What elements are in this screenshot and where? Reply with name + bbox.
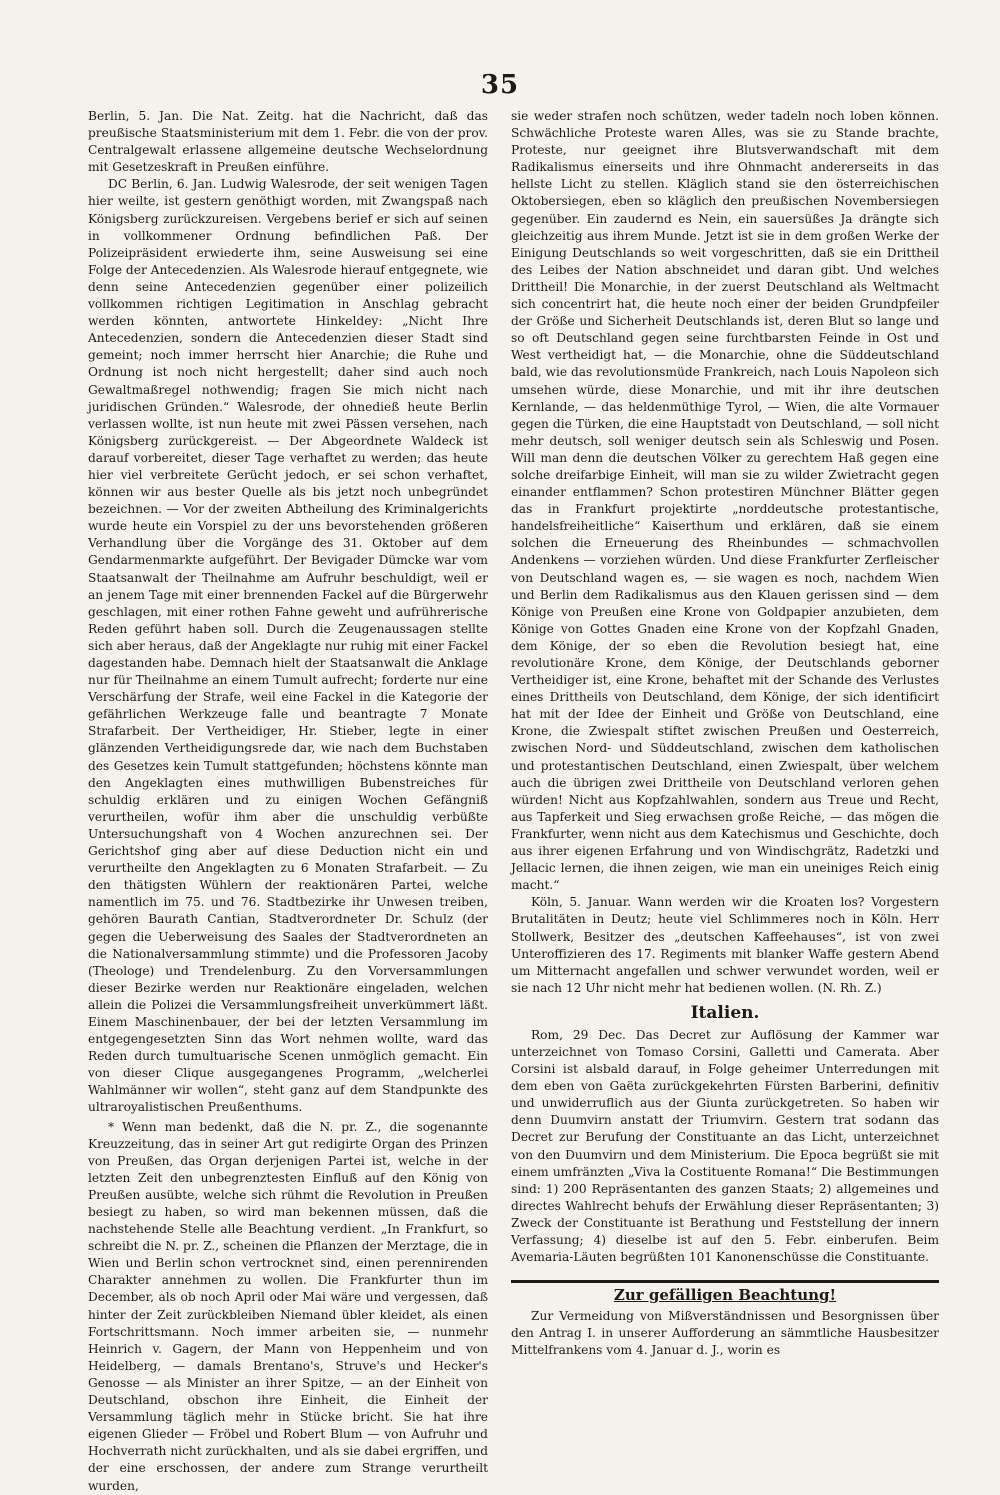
article-berlin-5: Berlin, 5. Jan. Die Nat. Zeitg. hat die Nachricht, daß das preußische Staatsministerium mit dem 1. Febr. die von der prov. Centralgewalt erlassene allgemeine deutsche Wechselordnung mit Gesetzeskraft in Preußen einführe.	[88, 109, 488, 175]
section-title-italien: Italien.	[690, 1002, 760, 1023]
article-kreuzzeitung: * Wenn man bedenkt, daß die N. pr. Z., die sogenannte Kreuzzeitung, das in seiner Art gut redigirte Organ des Prinzen von Preußen, das Organ derjenigen Partei ist, welche in der letzten Zeit den unbegrenztesten Einfluß auf den König von Preußen ausübte, welche sich rühmt die Revolution in Preußen besiegt zu haben, so wird man bekennen müssen, daß die nachstehende Stelle alle Beachtung verdient. „In Frankfurt, so schreibt die N. pr. Z., scheinen die Pflanzen der Merztage, die in Wien und Berlin schon vertrocknet sind, einen perennirenden Charakter annehmen zu wollen. Die Frankfurter thun im December, als ob noch April oder Mai wäre und vergessen, daß hinter der Zeit zurückbleiben Niemand übler kleidet, als einen Fortschrittsmann. Noch immer arbeiten sie, — nunmehr Heinrich v. Gagern, der Mann von Heppenheim und von Heidelberg, — damals Brentano's, Struve's und Hecker's Genosse — als Minister an ihrer Spitze, — an der Einheit von Deutschland, obschon ihre Einheit, die Einheit der Versammlung täglich mehr in Stücke bricht. Sie hat ihre eigenen Glieder — Fröbel und Robert Blum — von Aufruhr und Hochverrath nicht zurückhalten, und als sie dabei ergriffen, und der eine erschossen, der andere zum Strange verurtheilt wurden,	[88, 1119, 488, 1493]
article-rom: Rom, 29 Dec. Das Decret zur Auflösung der Kammer war unterzeichnet von Tomaso Corsini, Galletti und Camerata. Aber Corsini ist alsbald darauf, in Folge geheimer Unterredungen mit dem eben von Gaëta zurückgekehrten Fürsten Barberini, definitiv und unwiderruflich aus der Giunta zurückgetreten. So haben wir denn Duumvirn anstatt der Triumvirn. Gestern trat sodann das Decret zur Berufung der Constituante an das Licht, unterzeichnet von den Duumvirn und dem Ministerium. Die Epoca begrüßt sie mit einem umfränzten „Viva la Costituente Romana!“ Die Bestimmungen sind: 1) 200 Repräsentanten des ganzen Staats; 2) allgemeines und directes Wahlrecht behufs der Erwählung dieser Repräsentanten; 3) Zweck der Constituante ist Berathung und Feststellung der innern Verfassung; 4) dieselbe ist auf den 5. Febr. einberufen. Beim Avemaria-Läuten begrüßten 101 Kanonenschüsse die Constituante.	[511, 1027, 939, 1265]
right-column	[511, 108, 939, 1360]
notice-body: Zur Vermeidung von Mißverständnissen und Besorgnissen über den Antrag I. in unserer Aufforderung an sämmtliche Hausbesitzer Mittelfrankens vom 4. Januar d. J., worin es	[511, 1309, 939, 1358]
article-berlin-6: DC Berlin, 6. Jan. Ludwig Walesrode, der seit wenigen Tagen hier weilte, ist gestern genöthigt worden, mit Zwangspaß nach Königsberg zurückzureisen. Vergebens berief er sich auf seinen in vollkommener Ordnung befindlichen Paß. Der Polizeipräsident erwiederte ihm, seine Ausweisung sei eine Folge der Antecedenzien. Als Walesrode hierauf entgegnete, wie denn seine Antecedenzien gegenüber einer polizeilich vollkommen richtigen Legitimation in Anschlag gebracht werden könnten, antwortete Hinkeldey: „Nicht Ihre Antecedenzien, sondern die Antecedenzien dieser Stadt sind gemeint; noch immer herrscht hier Anarchie; die Ruhe und Ordnung ist noch nicht hergestellt; daher sind auch noch Gewaltmaßregel nothwendig; fragen Sie mich nicht nach juridischen Gründen.“ Walesrode, der ohnedieß heute Berlin verlassen wollte, ist nun heute mit zwei Pässen versehen, nach Königsberg zurückgereist. — Der Abgeordnete Waldeck ist darauf vorbereitet, dieser Tage verhaftet zu werden; das heute hier viel verbreitete Gerücht jedoch, er sei schon verhaftet, können wir aus bester Quelle als bis jetzt noch unbegründet bezeichnen. — Vor der zweiten Abtheilung des Kriminalgerichts wurde heute ein Vorspiel zu der uns bevorstehenden größeren Verhandlung über die Vorgänge des 31. Oktober auf dem Gendarmenmarkte aufgeführt. Der Bevigader Dümcke war vom Staatsanwalt der Theilnahme am Aufruhr beschuldigt, weil er an jenem Tage mit einer brennenden Fackel auf die Bürgerwehr geschlagen, mit einer rothen Fahne geweht und aufrührerische Reden geführt haben soll. Durch die Zeugenaussagen stellte sich aber heraus, daß der Angeklagte nur ruhig mit einer Fackel dagestanden habe. Demnach hielt der Staatsanwalt die Anklage nur für Theilnahme an einem Tumult aufrecht; forderte nur eine Verschärfung der Strafe, weil eine Fackel in die Kategorie der gefährlichen Werkzeuge falle und beantragte 7 Monate Strafarbeit. Der Vertheidiger, Hr. Stieber, legte in einer glänzenden Vertheidigungsrede dar, wie nach dem Buchstaben des Gesetzes kein Tumult stattgefunden; höchstens könnte man den Angeklagten eines muthwilligen Bubenstreiches für schuldig erklären und zu einigen Wochen Gefängniß verurtheilen, wofür ihm aber die unschuldig verbüßte Untersuchungshaft von 4 Wochen anzurechnen sei. Der Gerichtshof ging aber auf diese Deduction nicht ein und verurtheilte den Angeklagten zu 6 Monaten Strafarbeit. — Zu den thätigsten Wühlern der reaktionären Partei, welche namentlich im 75. und 76. Stadtbezirke ihr Unwesen treiben, gehören Baurath Cantian, Stadtverordneter Dr. Schulz (der gegen die Ueberweisung des Saales der Stadtverordneten an die Nationalversammlung stimmte) und die Professoren Jacoby (Theologe) und Trendelenburg. Zu den Vorversammlungen dieser Bezirke werden nur Reaktionäre eingeladen, welchen allein die Polizei die Versammlungsfreiheit unverkümmert läßt. Einem Maschinenbauer, der bei der letzten Versammlung im entgegengesetzten Sinn das Wort nehmen wollte, ward das Reden durch tumultuarische Scenen unmöglich gemacht. Ein von dieser Clique ausgegangenes Programm, „welcherlei Wahlmänner wir wollen“, steht ganz auf dem Standpunkte des ultraroyalistischen Preußenthums.	[88, 177, 488, 1115]
notice-title: Zur gefälligen Beachtung!	[613, 1286, 837, 1305]
left-column	[88, 108, 488, 1495]
article-koeln: Köln, 5. Januar. Wann werden wir die Kroaten los? Vorgestern Brutalitäten in Deutz; heute viel Schlimmeres noch in Köln. Herr Stollwerk, Besitzer des „deutschen Kaffeehauses“, ist von zwei Unteroffizieren des 17. Regiments mit blanker Waffe gestern Abend um Mitternacht angefallen und schwer verwundet worden, weil er sie nach 12 Uhr nicht mehr hat bedienen wollen. (N. Rh. Z.)	[511, 895, 939, 995]
section-divider	[511, 1280, 939, 1283]
page-number: 35	[480, 70, 520, 100]
article-continuation: sie weder strafen noch schützen, weder tadeln noch loben können. Schwächliche Proteste waren Alles, was sie zu Stande brachte, Proteste, nur geeignet ihre Blutsverwandschaft mit dem Radikalismus einerseits und ihre Ohnmacht andererseits in das hellste Licht zu stellen. Kläglich stand sie den österreichischen Oktobersiegen, eben so kläglich den preußischen Novembersiegen gegenüber. Ein zaudernd es Nein, ein sauersüßes Ja drängte sich gleichzeitig aus ihrem Munde. Jetzt ist sie in dem großen Werke der Einigung Deutschlands so weit vorgeschritten, daß sie ein Drittheil des Leibes der Nation abschneidet und daran gibt. Und welches Drittheil! Die Monarchie, in der zuerst Deutschland als Weltmacht sich concentrirt hat, die heute noch einer der beiden Grundpfeiler der Größe und Sicherheit Deutschlands ist, deren Blut so lange und so oft Deutschland gegen seine furchtbarsten Feinde in Ost und West vertheidigt hat, — die Monarchie, ohne die Süddeutschland bald, wie das revolutionsmüde Frankreich, nach Louis Napoleon sich umsehen würde, diese Monarchie, und mit ihr ihre deutschen Kernlande, — das heldenmüthige Tyrol, — Wien, die alte Vormauer gegen die Türken, die eine Hauptstadt von Deutschland, — soll nicht mehr deutsch, soll weniger deutsch sein als Schleswig und Posen. Will man denn die deutschen Völker zu gerechtem Haß gegen eine solche dreifarbige Einheit, will man sie zu wilder Zwietracht gegen einander entflammen? Schon protestiren Münchner Blätter gegen das in Frankfurt projektirte „norddeutsche protestantische, handelsfreiheitliche“ Kaiserthum und erklären, daß sie einem solchen die Erneuerung des Rheinbundes — schmachvollen Andenkens — vorziehen würden. Und diese Frankfurter Zerfleischer von Deutschland wagen es, — sie wagen es noch, nachdem Wien und Berlin dem Radikalismus aus den Klauen gerissen sind — dem Könige von Preußen eine Krone von Goldpapier anzubieten, dem Könige von Gottes Gnaden eine Krone von der Kopfzahl Gnaden, dem Könige, der so eben die Revolution besiegt hat, eine revolutionäre Krone, dem Könige, der Deutschlands geborner Vertheidiger ist, eine Krone, behaftet mit der Schande des Verlustes eines Drittheils von Deutschland, dem Könige, der sich identificirt hat mit der Idee der Einheit und Größe von Deutschland, eine Krone, die Zwiespalt stiftet zwischen Preußen und Oesterreich, zwischen Nord- und Süddeutschland, zwischen dem katholischen und protestantischen Deutschland, einen Zwiespalt, über welchem auch die übrigen zwei Drittheile von Deutschland verloren gehen würden! Nicht aus Kopfzahlwahlen, sondern aus Treue und Recht, aus Tapferkeit und Sieg erwachsen große Reiche, — das mögen die Frankfurter, wenn nicht aus dem Katechismus und Geschichte, doch aus ihrer eigenen Erfahrung und von Windischgrätz, Radetzki und Jellacic lernen, die ihnen zeigen, wie man ein uneiniges Reich einig macht.“	[511, 109, 939, 893]
